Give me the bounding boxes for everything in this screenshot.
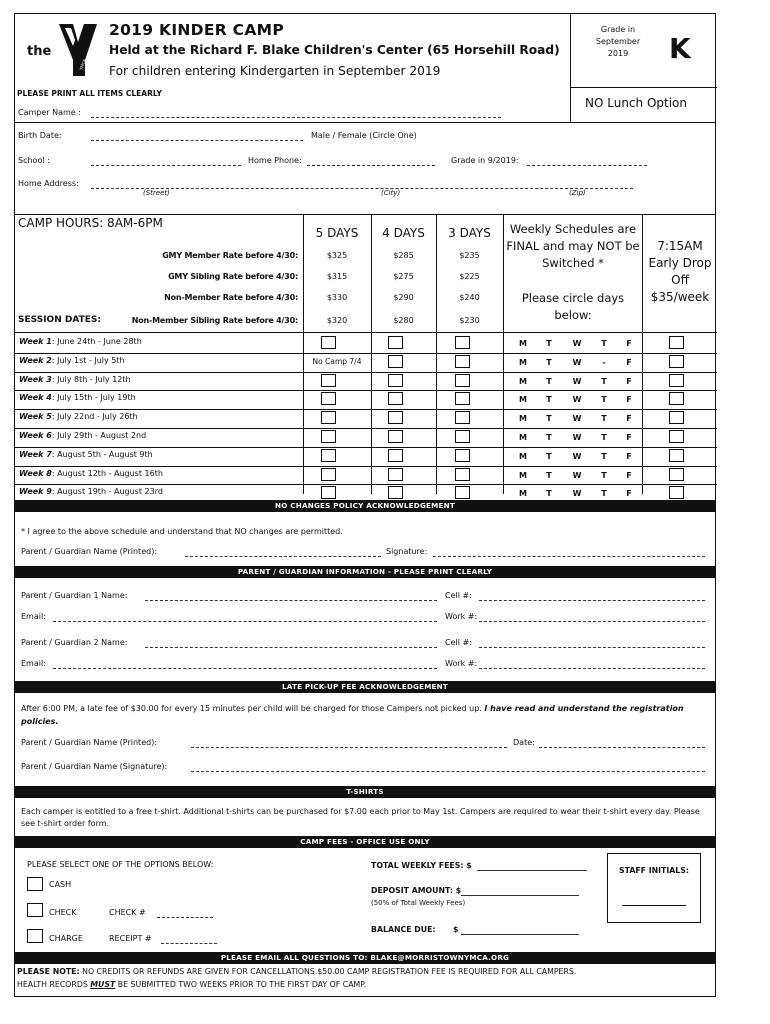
checkbox-3-day[interactable] <box>455 374 470 387</box>
checkbox-early-drop[interactable] <box>669 449 684 462</box>
print-note: PLEASE PRINT ALL ITEMS CLEARLY <box>17 89 162 98</box>
ymca-logo <box>21 20 99 80</box>
select-option-label: PLEASE SELECT ONE OF THE OPTIONS BELOW: <box>27 860 214 869</box>
day-option[interactable]: T <box>601 470 607 480</box>
week-label <box>19 356 125 365</box>
day-option[interactable]: T <box>546 339 552 348</box>
guardian2-email-field[interactable] <box>53 668 437 669</box>
rate-value: $330 <box>326 293 348 302</box>
day-option[interactable]: M <box>519 433 527 442</box>
week-row <box>15 428 717 447</box>
birth-date-field[interactable] <box>91 140 303 141</box>
day-option[interactable]: T <box>546 433 552 442</box>
deposit-amount-label: DEPOSIT AMOUNT: $ <box>371 886 462 895</box>
home-phone-field[interactable] <box>307 165 435 166</box>
weekly-schedule-note: Weekly Schedules are FINAL and may NOT be Switched * <box>506 222 640 270</box>
day-option[interactable]: W <box>572 376 582 386</box>
policy-parent-printed: Parent / Guardian Name (Printed): <box>21 547 158 556</box>
checkbox-3-day[interactable] <box>455 468 470 481</box>
grade-label: Grade in September 2019 <box>595 25 641 58</box>
rate-value: $280 <box>393 316 414 325</box>
day-option[interactable]: T <box>546 451 552 461</box>
rate-label: GMY Member Rate before 4/30: <box>162 251 298 260</box>
checkbox-4-day[interactable] <box>388 336 403 349</box>
day-option[interactable]: F <box>626 489 632 499</box>
early-drop-note: 7:15AM Early Drop Off $35/week <box>648 239 712 304</box>
day-option[interactable]: T <box>601 376 607 386</box>
late-fee-ack: I have read and understand the registration policies. <box>21 704 684 726</box>
late-printed-field[interactable] <box>191 747 507 748</box>
guardian2-work-field[interactable] <box>479 668 705 669</box>
checkbox-3-day[interactable] <box>455 355 470 368</box>
day-option[interactable]: T <box>546 414 552 424</box>
health-must: MUST <box>90 980 116 989</box>
week-name: Week 7 <box>19 449 52 459</box>
policy-agree: * I agree to the above schedule and understand that NO changes are permitted. <box>21 527 343 536</box>
week-row <box>15 409 717 428</box>
late-fee-body: After 6:00 PM, a late fee of $30.00 for every 15 minutes per child will be charged for those Campers not picked up. <box>21 704 482 713</box>
rate-label: Non-Member Rate before 4/30: <box>164 293 298 302</box>
guardian1-work-field[interactable] <box>479 621 705 622</box>
checkbox-4-day[interactable] <box>388 468 403 481</box>
week-name: Week 1 <box>19 337 52 346</box>
guardian1-work-label: Work #: <box>445 612 478 621</box>
guardian1-email-label: Email: <box>21 612 46 621</box>
day-option[interactable]: M <box>519 451 527 461</box>
rate-value: $320 <box>326 316 348 325</box>
guardian1-cell-label: Cell #: <box>445 591 472 600</box>
week-row <box>15 334 717 353</box>
day-option[interactable]: F <box>626 470 632 480</box>
week-name: Week 6 <box>19 431 52 440</box>
day-option[interactable]: F <box>626 414 632 424</box>
please-note <box>17 967 576 976</box>
day-option[interactable]: F <box>626 357 632 367</box>
week-label <box>19 469 163 478</box>
day-option[interactable]: T <box>601 451 607 461</box>
registration-form <box>14 13 716 997</box>
birth-date-label: Birth Date: <box>18 131 62 140</box>
day-option[interactable]: T <box>601 433 607 442</box>
day-option[interactable]: W <box>572 451 582 461</box>
day-option[interactable]: M <box>519 395 527 405</box>
total-weekly-fees-field[interactable] <box>477 870 587 871</box>
guardian1-cell-field[interactable] <box>479 600 705 601</box>
camper-name-field[interactable] <box>91 117 501 118</box>
session-dates-label: SESSION DATES: <box>18 315 101 325</box>
week-dates: : July 1st - July 5th <box>51 355 125 365</box>
week-row <box>15 447 717 466</box>
week-label <box>19 431 146 440</box>
checkbox-3-day[interactable] <box>455 411 470 424</box>
week-label <box>19 450 153 459</box>
checkbox-early-drop[interactable] <box>669 411 684 424</box>
checkbox-4-day[interactable] <box>388 355 403 368</box>
rate-value: $275 <box>393 272 414 281</box>
camp-title: 2019 KINDER CAMP <box>109 21 285 39</box>
checkbox-early-drop[interactable] <box>669 486 684 499</box>
checkbox-5-day[interactable] <box>321 430 336 443</box>
rate-value: $325 <box>326 251 348 260</box>
checkbox-4-day[interactable] <box>388 449 403 462</box>
week-label <box>19 487 163 496</box>
policy-bar: NO CHANGES POLICY ACKNOWLEDGEMENT <box>15 500 715 512</box>
week-name: Week 8 <box>19 468 52 478</box>
guardian2-work-label: Work #: <box>445 659 478 668</box>
checkbox-5-day[interactable] <box>321 374 336 387</box>
day-option[interactable]: W <box>572 395 582 405</box>
please-note-label: PLEASE NOTE: <box>17 967 80 976</box>
health-post: BE SUBMITTED TWO WEEKS PRIOR TO THE FIRST DAY OF CAMP. <box>117 980 367 989</box>
checkbox-3-day[interactable] <box>455 449 470 462</box>
day-option[interactable]: M <box>519 339 527 348</box>
rate-label: Non-Member Sibling Rate before 4/30: <box>131 316 298 325</box>
day-option[interactable]: W <box>572 339 582 348</box>
day-option[interactable]: T <box>546 395 552 405</box>
week-row <box>15 372 717 391</box>
checkbox-3-day[interactable] <box>455 486 470 499</box>
day-option[interactable]: T <box>601 339 607 348</box>
day-option[interactable]: W <box>572 357 582 367</box>
balance-due-label: BALANCE DUE: <box>371 925 436 934</box>
day-option[interactable]: F <box>626 451 632 461</box>
day-option[interactable]: F <box>626 376 632 386</box>
col-5-days: 5 DAYS <box>315 226 359 240</box>
check-number-label: CHECK # <box>109 908 146 917</box>
checkbox-early-drop[interactable] <box>669 430 684 443</box>
camp-hours: CAMP HOURS: 8AM-6PM <box>18 216 163 230</box>
email-bar: PLEASE EMAIL ALL QUESTIONS TO: BLAKE@MORRISTOWNYMCA.ORG <box>15 952 715 964</box>
checkbox-4-day[interactable] <box>388 486 403 499</box>
checkbox-4-day[interactable] <box>388 374 403 387</box>
guardian2-email-label: Email: <box>21 659 46 668</box>
week-label <box>19 375 131 384</box>
day-option[interactable]: T <box>546 376 552 386</box>
week-name: Week 5 <box>19 412 52 422</box>
checkbox-5-day[interactable] <box>321 449 336 462</box>
week-row <box>15 353 717 372</box>
day-option[interactable]: T <box>546 357 552 367</box>
week-name: Week 3 <box>19 374 52 384</box>
checkbox-early-drop[interactable] <box>669 336 684 349</box>
tshirts-bar: T-SHIRTS <box>15 786 715 798</box>
checkbox-early-drop[interactable] <box>669 374 684 387</box>
circle-days-note: Please circle days below: <box>521 291 625 322</box>
late-fee-text <box>21 702 711 728</box>
week-row <box>15 390 717 409</box>
grade-field[interactable] <box>527 165 647 166</box>
day-option[interactable]: W <box>572 470 582 480</box>
checkbox-5-day[interactable] <box>321 336 336 349</box>
rate-value: $285 <box>393 251 414 260</box>
day-option[interactable]: F <box>626 339 632 348</box>
day-option[interactable]: T <box>546 489 552 499</box>
checkbox-4-day[interactable] <box>388 411 403 424</box>
day-option[interactable]: F <box>626 395 632 405</box>
charge-checkbox[interactable] <box>27 929 43 943</box>
health-records-note <box>17 980 366 989</box>
week-label <box>19 337 142 346</box>
checkbox-3-day[interactable] <box>455 430 470 443</box>
guardian-bar: PARENT / GUARDIAN INFORMATION - PLEASE PRINT CLEARLY <box>15 566 715 578</box>
week-dates: : July 8th - July 12th <box>51 374 131 384</box>
col-3-days: 3 DAYS <box>448 226 491 240</box>
logo-text: the <box>27 44 52 59</box>
check-number-field[interactable] <box>157 917 213 918</box>
camp-tagline: For children entering Kindergarten in September 2019 <box>109 64 441 78</box>
late-signature-field[interactable] <box>191 771 705 772</box>
grade-value: K <box>669 32 691 65</box>
city-label: (City) <box>381 189 401 197</box>
checkbox-3-day[interactable] <box>455 336 470 349</box>
check-label: CHECK <box>49 908 77 917</box>
rate-value: $225 <box>459 272 480 281</box>
guardian1-email-field[interactable] <box>53 621 437 622</box>
guardian2-cell-field[interactable] <box>479 647 705 648</box>
staff-initials-label: STAFF INITIALS: <box>618 866 689 875</box>
checkbox-early-drop[interactable] <box>669 392 684 405</box>
week-label <box>19 412 138 421</box>
week-dates: : July 22nd - July 26th <box>51 412 138 422</box>
policy-signature: Signature: <box>386 547 428 556</box>
guardian1-name-label: Parent / Guardian 1 Name: <box>21 591 128 600</box>
late-date-field[interactable] <box>539 747 705 748</box>
rate-value: $240 <box>459 293 480 302</box>
checkbox-4-day[interactable] <box>388 392 403 405</box>
rate-value: $230 <box>459 316 480 325</box>
grade-label-field: Grade in 9/2019: <box>451 156 519 165</box>
rate-value: $315 <box>326 272 348 281</box>
day-option[interactable]: W <box>572 414 582 424</box>
logo-small-text: YMCA <box>78 58 88 71</box>
week-dates: : August 12th - August 16th <box>51 468 163 478</box>
zip-label: (Zip) <box>569 189 586 197</box>
day-option[interactable]: M <box>519 470 527 480</box>
charge-label: CHARGE <box>49 934 83 943</box>
camp-subtitle: Held at the Richard F. Blake Children's Center (65 Horsehill Road) <box>109 43 560 57</box>
cash-checkbox[interactable] <box>27 877 43 891</box>
late-fee-bar: LATE PICK-UP FEE ACKNOWLEDGEMENT <box>15 681 715 693</box>
week-label <box>19 393 136 402</box>
late-signature-label: Parent / Guardian Name (Signature): <box>21 762 168 771</box>
week-dates: : July 29th - August 2nd <box>51 431 147 440</box>
rate-value: $290 <box>393 293 414 302</box>
checkbox-5-day[interactable] <box>321 486 336 499</box>
day-option[interactable]: F <box>626 433 632 442</box>
school-label: School : <box>18 156 50 165</box>
week-name: Week 4 <box>19 393 52 403</box>
checkbox-early-drop[interactable] <box>669 355 684 368</box>
week-dates: : June 24th - June 28th <box>51 337 142 346</box>
day-option[interactable]: W <box>572 433 582 442</box>
week-row <box>15 466 717 485</box>
checkbox-5-day[interactable] <box>321 411 336 424</box>
home-address-field[interactable] <box>91 188 633 189</box>
checkbox-4-day[interactable] <box>388 430 403 443</box>
policy-parent-printed-field[interactable] <box>185 556 381 557</box>
day-option[interactable]: M <box>519 376 527 386</box>
checkbox-early-drop[interactable] <box>669 468 684 481</box>
total-weekly-fees-label: TOTAL WEEKLY FEES: $ <box>371 861 472 870</box>
week-name: Week 9 <box>19 487 52 497</box>
guardian2-name-label: Parent / Guardian 2 Name: <box>21 638 128 647</box>
guardian2-name-field[interactable] <box>145 647 437 648</box>
please-note-text: NO CREDITS OR REFUNDS ARE GIVEN FOR CANCELLATIONS.$50.00 CAMP REGISTRATION FEE IS REQUIRED FOR ALL CAMPERS. <box>82 967 577 976</box>
day-option[interactable]: T <box>601 489 607 499</box>
day-option[interactable]: W <box>572 489 582 499</box>
late-date-label: Date: <box>513 738 535 747</box>
week-dates: : July 15th - July 19th <box>51 393 136 403</box>
rate-label: GMY Sibling Rate before 4/30: <box>168 272 298 281</box>
balance-dollar: $ <box>453 925 459 934</box>
lunch-option: NO Lunch Option <box>585 96 687 110</box>
day-option[interactable]: T <box>601 414 607 424</box>
day-option: - <box>602 357 606 367</box>
home-phone-label: Home Phone: <box>248 156 302 165</box>
staff-initials-box[interactable] <box>607 853 701 923</box>
home-address-label: Home Address: <box>18 179 79 188</box>
deposit-amount-field[interactable] <box>461 895 579 896</box>
policy-signature-field[interactable] <box>433 556 705 557</box>
week-name: Week 2 <box>19 355 52 365</box>
col-4-days: 4 DAYS <box>382 226 425 240</box>
street-label: (Street) <box>143 189 170 197</box>
balance-due-field[interactable] <box>461 934 579 935</box>
rate-value: $235 <box>459 251 480 260</box>
late-printed-label: Parent / Guardian Name (Printed): <box>21 738 158 747</box>
deposit-note: (50% of Total Weekly Fees) <box>371 899 466 907</box>
tshirts-text: Each camper is entitled to a free t-shirt. Additional t-shirts can be purchased for $7.00 each prior to May 1st. Campers are required to wear their t-shirt every day. Please see t-shirt order form. <box>21 807 700 828</box>
checkbox-5-day[interactable] <box>321 468 336 481</box>
no-camp-note: No Camp 7/4 <box>312 356 362 366</box>
day-option[interactable]: M <box>519 357 527 367</box>
day-option[interactable]: M <box>519 489 527 499</box>
camp-fees-bar: CAMP FEES - OFFICE USE ONLY <box>15 836 715 848</box>
cash-label: CASH <box>49 880 72 889</box>
receipt-field[interactable] <box>161 943 217 944</box>
day-option[interactable]: T <box>601 395 607 405</box>
checkbox-3-day[interactable] <box>455 392 470 405</box>
week-dates: : August 5th - August 9th <box>51 449 153 459</box>
school-field[interactable] <box>91 165 241 166</box>
check-checkbox[interactable] <box>27 903 43 917</box>
camper-name-label: Camper Name : <box>18 108 81 117</box>
receipt-label: RECEIPT # <box>109 934 152 943</box>
gender-label: Male / Female (Circle One) <box>311 131 417 140</box>
week-dates: : August 19th - August 23rd <box>51 487 163 497</box>
guardian2-cell-label: Cell #: <box>445 638 472 647</box>
day-option[interactable]: M <box>519 414 527 424</box>
day-option[interactable]: T <box>546 470 552 480</box>
checkbox-5-day[interactable] <box>321 392 336 405</box>
health-pre: HEALTH RECORDS <box>17 980 88 989</box>
guardian1-name-field[interactable] <box>145 600 437 601</box>
